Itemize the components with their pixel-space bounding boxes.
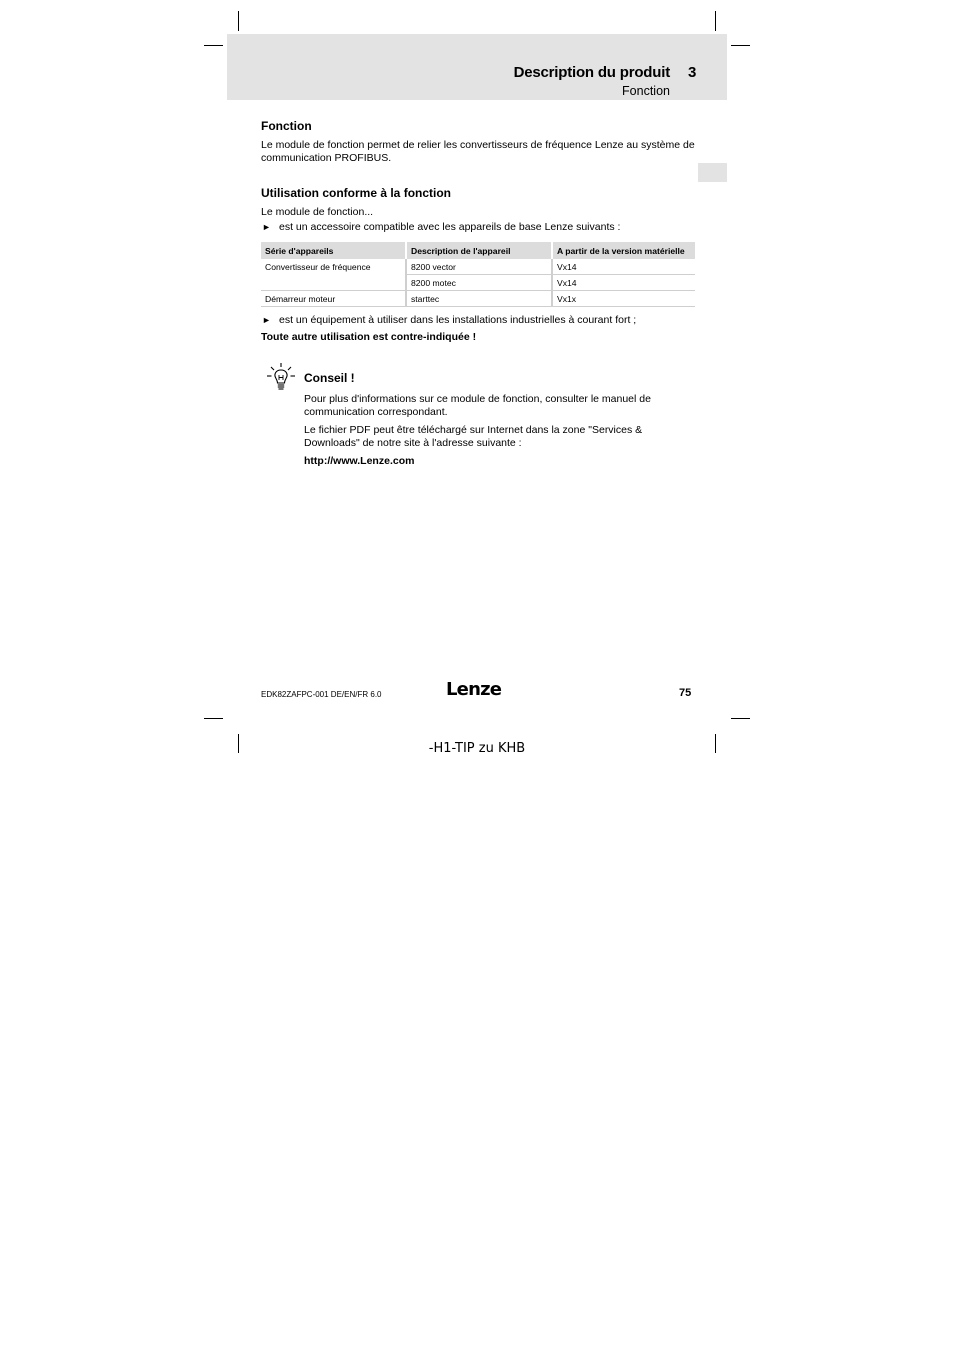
table-row bbox=[261, 291, 695, 307]
table-cell: Vx14 bbox=[553, 259, 695, 275]
tip-paragraph-line: Pour plus d'informations sur ce module de fonction, consulter le manuel de bbox=[304, 393, 651, 405]
section-subtitle: Fonction bbox=[622, 84, 670, 98]
table-cell: Vx1x bbox=[553, 291, 695, 307]
table-cell: 8200 motec bbox=[407, 275, 553, 291]
document-code: EDK82ZAFPC-001 DE/EN/FR 6.0 bbox=[261, 690, 382, 699]
utilisation-intro: Le module de fonction... bbox=[261, 206, 374, 218]
crop-mark bbox=[731, 45, 750, 46]
fonction-heading: Fonction bbox=[261, 119, 312, 133]
table-header-cell: A partir de la version matérielle bbox=[553, 242, 695, 259]
table-cell: Convertisseur de fréquence bbox=[261, 259, 407, 291]
table-row bbox=[261, 259, 695, 275]
fonction-paragraph-line: communication PROFIBUS. bbox=[261, 152, 392, 164]
crop-mark bbox=[238, 11, 239, 31]
crop-mark bbox=[715, 11, 716, 31]
table-cell: 8200 vector bbox=[407, 259, 553, 275]
page-number: 75 bbox=[679, 687, 692, 699]
crop-mark bbox=[731, 718, 750, 719]
bottom-note: -H1-TIP zu KHB bbox=[428, 741, 526, 756]
bullet-arrow-icon: ► bbox=[262, 315, 271, 325]
tip-paragraph-line: Le fichier PDF peut être téléchargé sur Internet dans la zone "Services & bbox=[304, 424, 643, 436]
table-cell: Démarreur moteur bbox=[261, 291, 407, 307]
chapter-title: Description du produit bbox=[513, 64, 670, 81]
table-header-row bbox=[261, 242, 695, 259]
table-header-cell: Description de l'appareil bbox=[407, 242, 553, 259]
tip-paragraph-line: communication correspondant. bbox=[304, 406, 448, 418]
tip-title: Conseil ! bbox=[304, 371, 355, 385]
lightbulb-icon bbox=[265, 362, 297, 392]
chapter-number: 3 bbox=[688, 64, 697, 81]
bullet-text: est un équipement à utiliser dans les installations industrielles à courant fort ; bbox=[279, 314, 637, 326]
table-header-cell: Série d'appareils bbox=[261, 242, 407, 259]
bullet-arrow-icon: ► bbox=[262, 222, 271, 232]
tip-url-link[interactable]: http://www.Lenze.com bbox=[304, 455, 415, 467]
lenze-logo: Lenze bbox=[446, 679, 502, 700]
bullet-text: est un accessoire compatible avec les appareils de base Lenze suivants : bbox=[279, 221, 621, 233]
crop-mark bbox=[204, 718, 223, 719]
fonction-paragraph-line: Le module de fonction permet de relier les convertisseurs de fréquence Lenze au système de bbox=[261, 139, 695, 151]
crop-mark bbox=[204, 45, 223, 46]
warning-text: Toute autre utilisation est contre-indiquée ! bbox=[261, 331, 477, 343]
tip-paragraph-line: Downloads" de notre site à l'adresse suivante : bbox=[304, 437, 522, 449]
chapter-side-tab bbox=[698, 163, 727, 182]
compatibility-table bbox=[261, 242, 695, 307]
utilisation-heading: Utilisation conforme à la fonction bbox=[261, 186, 452, 200]
table-cell: Vx14 bbox=[553, 275, 695, 291]
table-cell: starttec bbox=[407, 291, 553, 307]
